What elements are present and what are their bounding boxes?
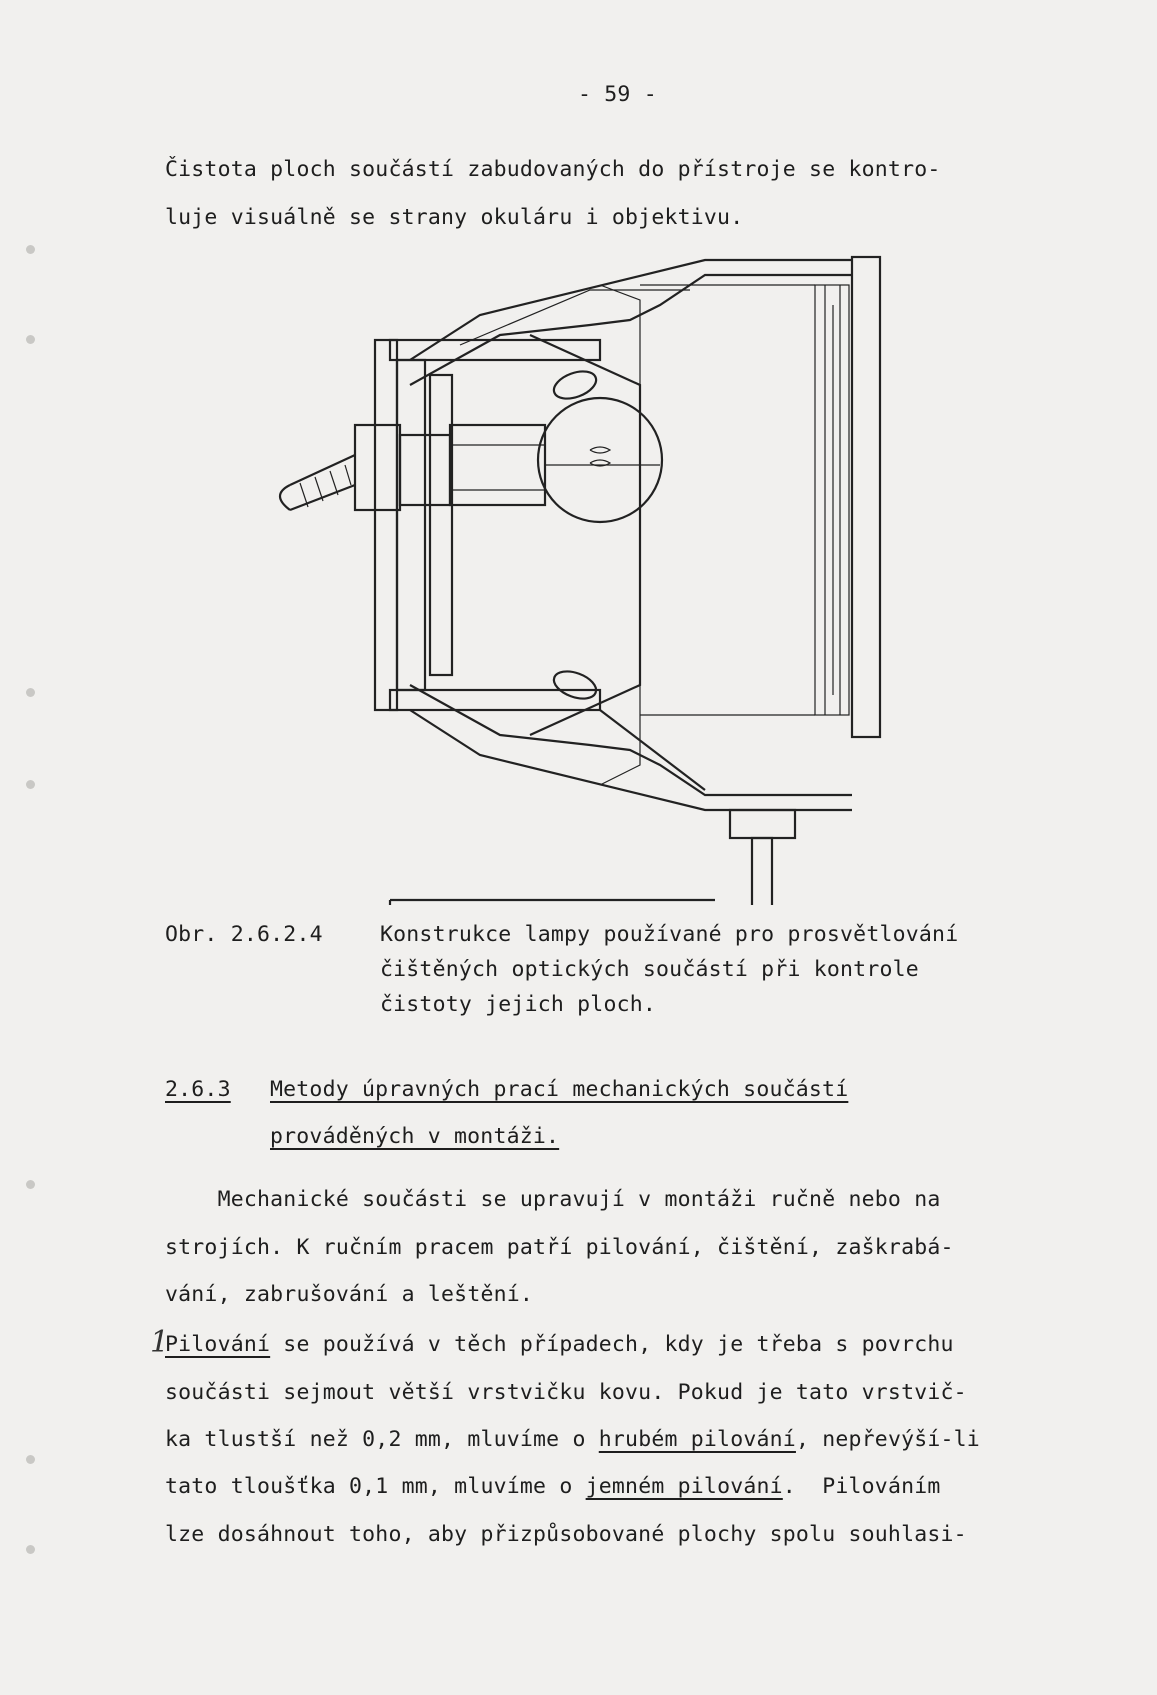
paragraph-2-line-3-b: , nepřevýší-li <box>795 1427 980 1452</box>
intro-line-1: Čistota ploch součástí zabudovaných do přístroje se kontro- <box>165 157 941 182</box>
section-title-line-1: Metody úpravných prací mechanických součástí <box>270 1077 849 1102</box>
paragraph-1-line-2: strojích. K ručním pracem patří pilování, čištění, zaškrabá- <box>165 1235 954 1260</box>
paragraph-2-line-1 <box>165 1330 954 1360</box>
margin-note: 1 <box>150 1325 170 1360</box>
paragraph-2-line-4-a: tato tloušťka 0,1 mm, mluvíme o <box>165 1474 586 1499</box>
figure-label: Obr. 2.6.2.4 <box>165 922 323 947</box>
paragraph-2-line-5: lze dosáhnout toho, aby přizpůsobované plochy spolu souhlasi- <box>165 1522 967 1547</box>
section-number: 2.6.3 <box>165 1077 231 1102</box>
page-number: - 59 - <box>578 82 657 107</box>
paragraph-2-line-1-rest: se používá v těch případech, kdy je třeba s povrchu <box>270 1332 954 1357</box>
binder-hole <box>26 1180 35 1189</box>
binder-hole <box>26 335 35 344</box>
paragraph-2-line-4-b: . Pilováním <box>782 1474 941 1499</box>
binder-hole <box>26 780 35 789</box>
figure-caption-line-2: čištěných optických součástí při kontrole <box>380 957 919 982</box>
section-title-line-2: prováděných v montáži. <box>270 1124 560 1149</box>
intro-line-2: luje visuálně se strany okuláru i objektivu. <box>165 205 744 230</box>
lamp-drawing <box>260 245 910 905</box>
binder-hole <box>26 1545 35 1554</box>
figure-caption-line-1: Konstrukce lampy používané pro prosvětlování <box>380 922 959 947</box>
paragraph-1-line-3: vání, zabrušování a leštění. <box>165 1282 534 1307</box>
binder-hole <box>26 688 35 697</box>
paragraph-2-line-2: součásti sejmout větší vrstvičku kovu. Pokud je tato vrstvič- <box>165 1380 967 1405</box>
term-pilovani: Pilování <box>165 1332 271 1357</box>
paragraph-2-line-3-a: ka tlustší než 0,2 mm, mluvíme o <box>165 1427 599 1452</box>
binder-hole <box>26 1455 35 1464</box>
paragraph-2-line-3 <box>165 1425 980 1455</box>
paragraph-1-line-1: Mechanické součásti se upravují v montáži ručně nebo na <box>165 1187 941 1212</box>
figure-caption-line-3: čistoty jejich ploch. <box>380 992 657 1017</box>
term-jemnem-pilovani: jemném pilování <box>585 1474 783 1499</box>
term-hrubem-pilovani: hrubém pilování <box>598 1427 796 1452</box>
paragraph-2-line-4 <box>165 1472 941 1502</box>
binder-hole <box>26 245 35 254</box>
